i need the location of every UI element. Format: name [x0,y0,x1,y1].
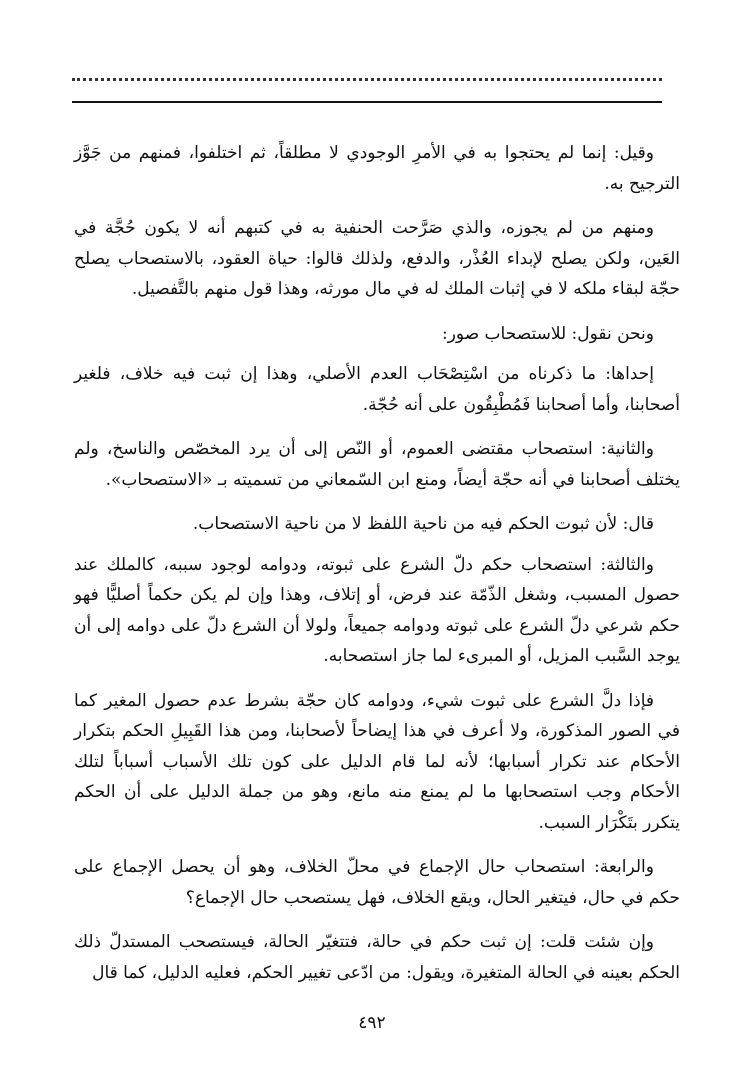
paragraph-2: ومنهم من لم يجوزه، والذي صَرَّحت الحنفية به في كتبهم أنه لا يكون حُجَّة في العَين، ولكن يصلح لإبداء العُذْر، والدفع، ولذلك قالوا: حياة العقود، بالاستصحاب يصلح حجّة لبقاء ملكه لا في إثبات الملك له في مال مورثه، وهذا قول منهم بالتَّفصيل. [74,218,680,299]
header-dotted-rule [72,78,662,81]
paragraph-9: والرابعة: استصحاب حال الإجماع في محلّ الخلاف، وهو أن يحصل الإجماع على حكم في حال، فيتغير الحال، ويقع الخلاف، فهل يستصحب حال الإجماع؟ [74,857,680,908]
paragraph-1: وقيل: إنما لم يحتجوا به في الأمرِ الوجودي لا مطلقاً، ثم اختلفوا، فمنهم من جَوَّز الترجيح به. [74,143,680,194]
page-body [74,138,680,1002]
paragraph-4: إحداها: ما ذكرناه من اسْتِصْحَاب العدم الأصلي، وهذا إن ثبت فيه خلاف، فلغير أصحابنا، وأما أصحابنا فَمُطْبِقُون على أنه حُجّة. [74,364,680,415]
page-number: ٤٩٢ [358,1013,386,1033]
paragraph-10: وإن شئت قلت: إن ثبت حكم في حالة، فتتغيّر الحالة، فيستصحب المستدلّ ذلك الحكم بعينه في الحالة المتغيرة، ويقول: من ادّعى تغيير الحكم، فعليه الدليل، كما قال [74,932,680,983]
header-solid-rule [72,101,662,103]
paragraph-6: قال: لأن ثبوت الحكم فيه من ناحية اللفظ لا من ناحية الاستصحاب. [192,514,654,534]
paragraph-7: والثالثة: استصحاب حكم دلّ الشرع على ثبوته، ودوامه لوجود سببه، كالملك عند حصول المسبب، وشغل الذّمّة عند فرض، أو إتلاف، وهذا وإن لم يكن حكماً أصليًّا فهو حكم شرعي دلّ الشرع على ثبوته ودوامه جميعاً، ولولا أن الشرع دلّ على دوامه إلى أن يوجد السَّبب المزيل، أو المبرىء لما جاز استصحابه. [74,554,680,666]
paragraph-8: فإذا دلَّ الشرع على ثبوت شيء، ودوامه كان حجّة بشرط عدم حصول المغير كما في الصور المذكورة، ولا أعرف في هذا إيضاحاً لأصحابنا، ومن هذا القَبِيلِ الحكم بتكرار الأحكام عند تكرار أسبابها؛ لأنه لما قام الدليل على كون تلك الأسباب أسباباً لتلك الأحكام وجب استصحابها ما لم يمنع منه مانع، وهو من جملة الدليل على أن الحكم يتكرر بتَكْرَار السبب. [74,690,680,833]
paragraph-5: والثانية: استصحاب مقتضى العموم، أو النّص إلى أن يرد المخصّص والناسخ، ولم يختلف أصحابنا في أنه حجّة أيضاً، ومنع ابن السّمعاني من تسميته بـ «الاستصحاب». [74,439,680,490]
paragraph-3: ونحن نقول: للاستصحاب صور: [441,323,654,344]
